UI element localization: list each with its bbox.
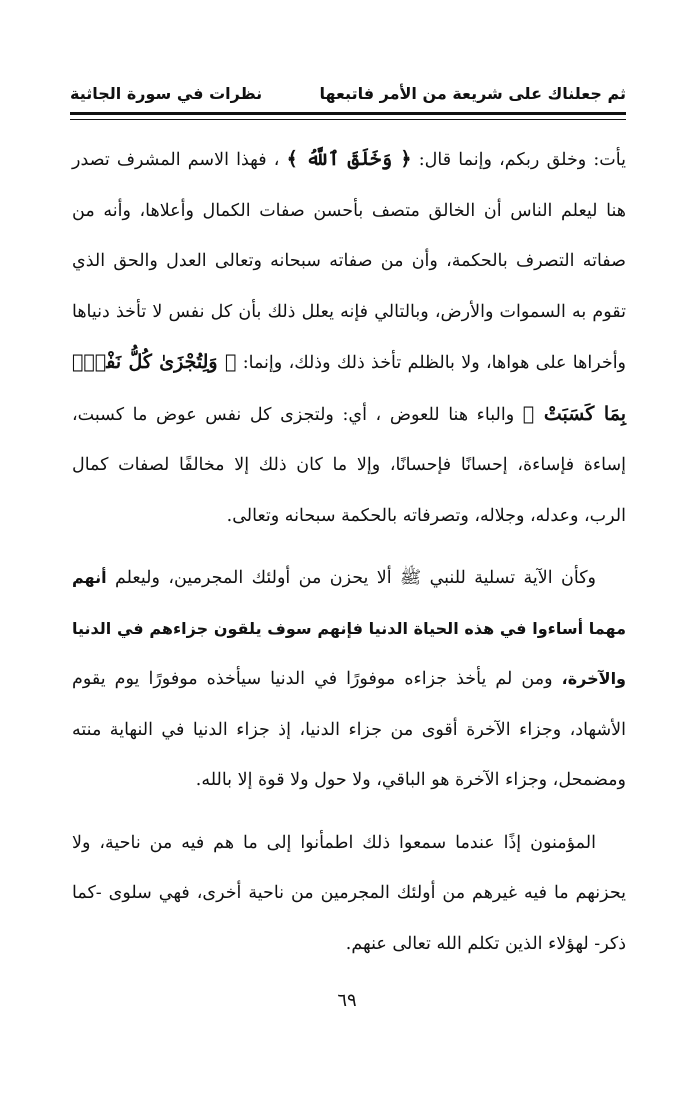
paragraph-2-text-b: ومن لم يأخذ جزاءه موفورًا في الدنيا سيأخذه موفورًا يوم يقوم الأشهاد، وجزاء الآخرة أقوى من جزاء الدنيا، إذ جزاء الدنيا في النهاية منته ومضمحل، وجزاء الآخرة هو الباقي، ولا حول ولا قوة إلا بالله. <box>72 669 626 790</box>
paragraph-1 <box>72 134 626 541</box>
page-number: ٦٩ <box>337 990 357 1011</box>
paragraph-1-text-a: يأت: وخلق ربكم، وإنما قال: <box>411 150 626 170</box>
paragraph-1-text-c: والباء هنا للعوض ، أي: ولتجزى كل نفس عوض ما كسبت، إساءة فإساءة، إحسانًا فإحسانًا، وإلا ما كان ذلك إلا مخالفًا لصفات كمال الرب، وعدله، وجلاله، وتصرفاته بالحكمة سبحانه وتعالى. <box>72 404 626 526</box>
running-header <box>70 78 626 108</box>
header-rule-thick <box>70 112 626 115</box>
header-rule-thin <box>70 119 626 120</box>
body-text <box>72 134 626 969</box>
quran-quote-2: ﴿ وَلِتُجْزَىٰ كُلُّ نَفْسٍۭ بِمَا كَسَبَتْ ﴾ <box>72 351 626 425</box>
header-chapter-title: ثم جعلناك على شريعة من الأمر فاتبعها <box>319 83 626 103</box>
paragraph-3: المؤمنون إذًا عندما سمعوا ذلك اطمأنوا إلى ما هم فيه من ناحية، ولا يحزنهم ما فيه غيرهم من أولئك المجرمين من ناحية أخرى، فهي سلوى -كما ذكر- لهؤلاء الذين تكلم الله تعالى عنهم. <box>72 832 626 954</box>
quran-quote-1: ﴿ وَخَلَقَ ٱللَّهُ ﴾ <box>286 148 412 170</box>
header-book-title: نظرات في سورة الجاثية <box>70 83 263 103</box>
paragraph-2 <box>72 553 626 806</box>
paragraph-2-text-a: وكأن الآية تسلية للنبي ﷺ ألا يحزن من أولئك المجرمين، وليعلم <box>106 568 596 588</box>
paragraph-1-text-b: ، فهذا الاسم المشرف تصدر هنا ليعلم الناس أن الخالق متصف بأحسن صفات الكمال وأعلاها، وأنه من صفاته التصرف بالحكمة، وأن من صفاته سبحانه وتعالى العدل والحق الذي تقوم به السموات والأرض، وبالتالي فإنه يعلل ذلك بأن كل نفس لا تأخذ دنياها وأخراها على هواها، ولا بالظلم تأخذ ذلك وذلك، وإنما: <box>72 150 627 373</box>
paragraph-2-bold-text: أنهم مهما أساءوا في هذه الحياة الدنيا فإنهم سوف يلقون جزاءهم في الدنيا والآخرة، <box>72 568 626 688</box>
